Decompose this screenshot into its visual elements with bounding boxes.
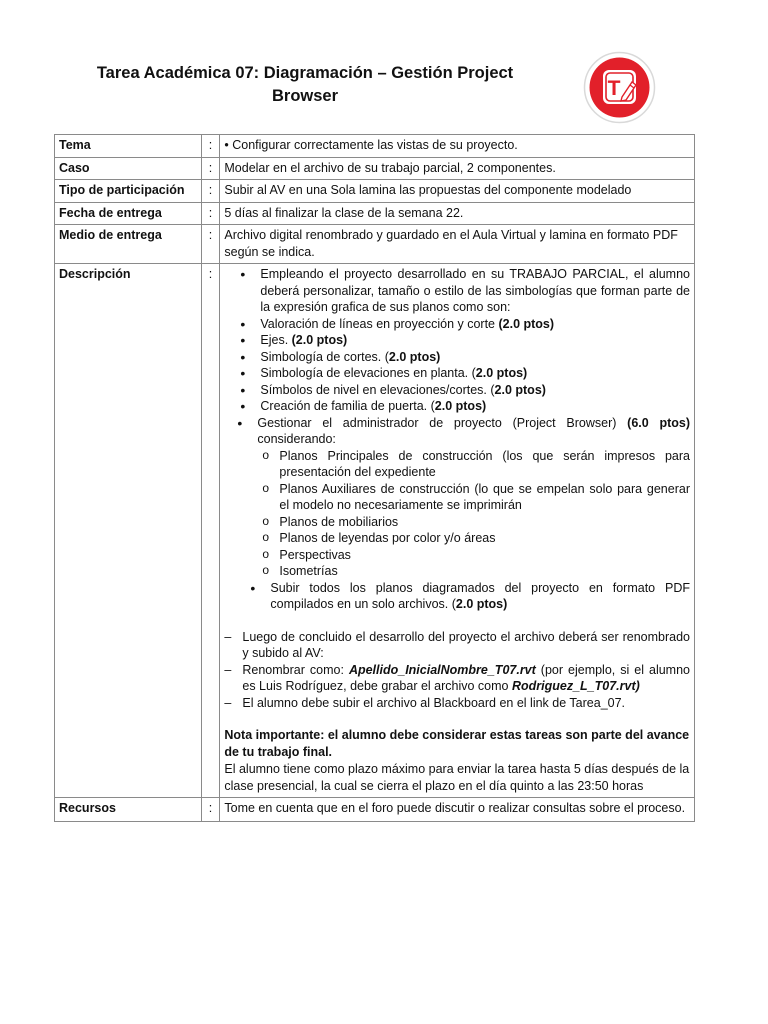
label-caso: Caso xyxy=(55,157,202,180)
logo-letter: T xyxy=(607,77,621,100)
value-caso: Modelar en el archivo de su trabajo parcial, 2 componentes. xyxy=(220,157,695,180)
instruction-rename-intro: – Luego de concluido el desarrollo del proyecto el archivo deberá ser renombrado y subido al AV: xyxy=(224,629,690,662)
label-descripcion: Descripción xyxy=(55,264,202,798)
value-fecha: 5 días al finalizar la clase de la semana 22. xyxy=(220,202,695,225)
list-item: • Simbología de cortes. (2.0 ptos) xyxy=(260,349,690,366)
value-tipo: Subir al AV en una Sola lamina las propuestas del componente modelado xyxy=(220,180,695,203)
label-fecha: Fecha de entrega xyxy=(55,202,202,225)
list-item: • Simbología de elevaciones en planta. (2.0 ptos) xyxy=(260,365,690,382)
label-tipo: Tipo de participación xyxy=(55,180,202,203)
row-descripcion xyxy=(55,264,695,798)
colon: : xyxy=(201,264,220,798)
colon: : xyxy=(201,798,220,822)
colon: : xyxy=(201,225,220,264)
list-item: • Ejes. (2.0 ptos) xyxy=(260,332,690,349)
row-recursos xyxy=(55,798,695,822)
instruction-upload: – El alumno debe subir el archivo al Blackboard en el link de Tarea_07. xyxy=(224,695,690,712)
row-fecha xyxy=(55,202,695,225)
value-medio: Archivo digital renombrado y guardado en el Aula Virtual y lamina en formato PDF según se indica. xyxy=(220,225,695,264)
list-item: • Empleando el proyecto desarrollado en su TRABAJO PARCIAL, el alumno deberá personalizar, tamaño o estilo de las simbologías que forman parte de la expresión grafica de sus planos como son: xyxy=(260,266,690,316)
row-tipo xyxy=(55,180,695,203)
deadline-note: El alumno tiene como plazo máximo para enviar la tarea hasta 5 días después de la clase presencial, la cual se cierra el plazo en el día quinto a las 23:50 horas xyxy=(224,762,690,793)
list-item: • Símbolos de nivel en elevaciones/cortes. (2.0 ptos) xyxy=(260,382,690,399)
list-item: • Subir todos los planos diagramados del proyecto en formato PDF compilados en un solo archivos. (2.0 ptos) xyxy=(270,580,690,613)
colon: : xyxy=(201,157,220,180)
label-recursos: Recursos xyxy=(55,798,202,822)
title-line-1: Tarea Académica 07: Diagramación – Gestión Project xyxy=(96,64,514,82)
sub-list-item: o Planos de mobiliarios xyxy=(279,514,690,531)
sub-list xyxy=(261,448,690,580)
sub-list-item: o Perspectivas xyxy=(279,547,690,564)
row-tema xyxy=(55,135,695,158)
row-caso xyxy=(55,157,695,180)
list-item: • Creación de familia de puerta. (2.0 ptos) xyxy=(260,398,690,415)
criteria-list xyxy=(224,266,690,613)
value-descripcion xyxy=(220,264,695,798)
list-item: • Valoración de líneas en proyección y corte (2.0 ptos) xyxy=(260,316,690,333)
colon: : xyxy=(201,135,220,158)
sub-list-item: o Planos Auxiliares de construcción (lo que se empelan solo para generar el modelo no necesariamente se imprimirán xyxy=(279,481,690,514)
value-tema: • Configurar correctamente las vistas de su proyecto. xyxy=(220,135,695,158)
colon: : xyxy=(201,202,220,225)
logo xyxy=(583,51,656,124)
colon: : xyxy=(201,180,220,203)
label-medio: Medio de entrega xyxy=(55,225,202,264)
assignment-table xyxy=(54,134,695,822)
row-medio xyxy=(55,225,695,264)
document-title xyxy=(70,62,540,108)
instruction-rename: – Renombrar como: Apellido_InicialNombre_T07.rvt (por ejemplo, si el alumno es Luis Rodríguez, debe grabar el archivo como Rodriguez_L_T07.rvt) xyxy=(224,662,690,695)
important-note: Nota importante: el alumno debe considerar estas tareas son parte del avance de tu trabajo final. xyxy=(224,728,690,759)
sub-list-item: o Planos Principales de construcción (los que serán impresos para presentación del expediente xyxy=(279,448,690,481)
title-line-2: Browser xyxy=(271,87,339,105)
label-tema: Tema xyxy=(55,135,202,158)
sub-list-item: o Planos de leyendas por color y/o áreas xyxy=(279,530,690,547)
value-recursos: Tome en cuenta que en el foro puede discutir o realizar consultas sobre el proceso. xyxy=(220,798,695,822)
sub-list-item: o Isometrías xyxy=(279,563,690,580)
list-item: • Gestionar el administrador de proyecto (Project Browser) (6.0 ptos) considerando: o Planos Principales de construcción (los que serán impresos para presentación del expediente o Planos Auxiliares de construcción (lo que se empelan solo para generar el modelo no necesariamente se imprimirán o Planos de mobiliarios o Planos de leyendas por color y/o áreas o Perspectivas o Isometrías xyxy=(257,415,690,580)
